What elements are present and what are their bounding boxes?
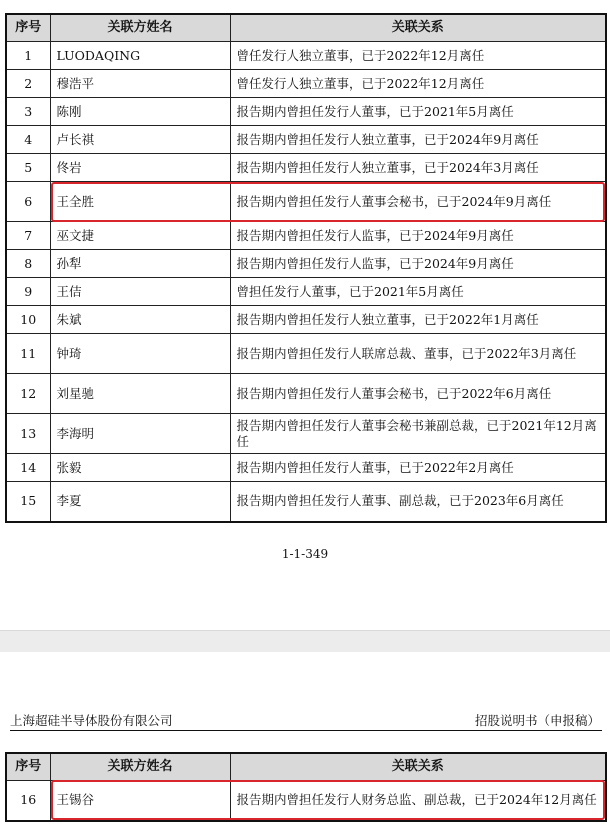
relationship-description: 曾任发行人独立董事，已于2022年12月离任 xyxy=(230,70,606,98)
related-party-name: 李夏 xyxy=(50,482,230,522)
header-no: 序号 xyxy=(6,753,50,781)
table-row xyxy=(6,781,606,821)
table-row xyxy=(6,222,606,250)
row-number: 13 xyxy=(6,414,50,454)
row-number: 7 xyxy=(6,222,50,250)
related-party-name: 王全胜 xyxy=(50,182,230,222)
table-row xyxy=(6,482,606,522)
relationship-description: 报告期内曾担任发行人董事会秘书，已于2022年6月离任 xyxy=(230,374,606,414)
table-row xyxy=(6,278,606,306)
relationship-description: 报告期内曾担任发行人董事、副总裁，已于2023年6月离任 xyxy=(230,482,606,522)
related-party-name: 陈刚 xyxy=(50,98,230,126)
relationship-description: 报告期内曾担任发行人董事，已于2021年5月离任 xyxy=(230,98,606,126)
relationship-description: 曾担任发行人董事，已于2021年5月离任 xyxy=(230,278,606,306)
page-separator xyxy=(0,630,610,654)
row-number: 14 xyxy=(6,454,50,482)
related-party-name: 刘星驰 xyxy=(50,374,230,414)
table-row xyxy=(6,98,606,126)
relationship-description: 报告期内曾担任发行人董事，已于2022年2月离任 xyxy=(230,454,606,482)
row-number: 10 xyxy=(6,306,50,334)
relationship-description: 报告期内曾担任发行人独立董事，已于2024年3月离任 xyxy=(230,154,606,182)
related-party-name: 张毅 xyxy=(50,454,230,482)
related-party-name: 巫文捷 xyxy=(50,222,230,250)
row-number: 8 xyxy=(6,250,50,278)
row-number: 4 xyxy=(6,126,50,154)
related-party-name: 卢长祺 xyxy=(50,126,230,154)
table-header-row xyxy=(6,753,606,781)
related-party-name: LUODAQING xyxy=(50,42,230,70)
row-number: 16 xyxy=(6,781,50,821)
header-no: 序号 xyxy=(6,14,50,42)
company-name: 上海超硅半导体股份有限公司 xyxy=(10,713,173,728)
relationship-description: 报告期内曾担任发行人独立董事，已于2022年1月离任 xyxy=(230,306,606,334)
related-party-name: 王锡谷 xyxy=(50,781,230,821)
header-name: 关联方姓名 xyxy=(50,753,230,781)
table-header-row xyxy=(6,14,606,42)
header-relation: 关联关系 xyxy=(230,753,606,781)
relationship-description: 报告期内曾担任发行人独立董事，已于2024年9月离任 xyxy=(230,126,606,154)
table-row xyxy=(6,70,606,98)
table-row xyxy=(6,454,606,482)
row-number: 6 xyxy=(6,182,50,222)
table-row xyxy=(6,250,606,278)
relationship-description: 报告期内曾担任发行人董事会秘书兼副总裁，已于2021年12月离任 xyxy=(230,414,606,454)
relationship-description: 曾任发行人独立董事，已于2022年12月离任 xyxy=(230,42,606,70)
row-number: 1 xyxy=(6,42,50,70)
related-party-name: 穆浩平 xyxy=(50,70,230,98)
table-row xyxy=(6,154,606,182)
related-party-name: 李海明 xyxy=(50,414,230,454)
related-party-name: 朱斌 xyxy=(50,306,230,334)
related-party-name: 孙犁 xyxy=(50,250,230,278)
row-number: 3 xyxy=(6,98,50,126)
row-number: 2 xyxy=(6,70,50,98)
page-number: 1-1-349 xyxy=(281,547,329,561)
table-row xyxy=(6,126,606,154)
related-party-name: 佟岩 xyxy=(50,154,230,182)
table-row xyxy=(6,374,606,414)
row-number: 5 xyxy=(6,154,50,182)
relationship-description: 报告期内曾担任发行人监事，已于2024年9月离任 xyxy=(230,222,606,250)
relationship-description: 报告期内曾担任发行人董事会秘书，已于2024年9月离任 xyxy=(230,182,606,222)
header-relation: 关联关系 xyxy=(230,14,606,42)
table-row xyxy=(6,182,606,222)
table-row xyxy=(6,414,606,454)
table-row xyxy=(6,334,606,374)
header-name: 关联方姓名 xyxy=(50,14,230,42)
row-number: 12 xyxy=(6,374,50,414)
related-party-table-continued xyxy=(5,752,607,822)
relationship-description: 报告期内曾担任发行人监事，已于2024年9月离任 xyxy=(230,250,606,278)
document-type: 招股说明书（申报稿） xyxy=(474,713,600,728)
row-number: 15 xyxy=(6,482,50,522)
document-header xyxy=(10,710,602,731)
table-row xyxy=(6,306,606,334)
related-party-name: 钟琦 xyxy=(50,334,230,374)
document-page-2 xyxy=(0,652,610,825)
table-row xyxy=(6,42,606,70)
related-party-table xyxy=(5,13,607,523)
relationship-description: 报告期内曾担任发行人联席总裁、董事，已于2022年3月离任 xyxy=(230,334,606,374)
row-number: 9 xyxy=(6,278,50,306)
relationship-description: 报告期内曾担任发行人财务总监、副总裁，已于2024年12月离任 xyxy=(230,781,606,821)
related-party-name: 王佶 xyxy=(50,278,230,306)
row-number: 11 xyxy=(6,334,50,374)
